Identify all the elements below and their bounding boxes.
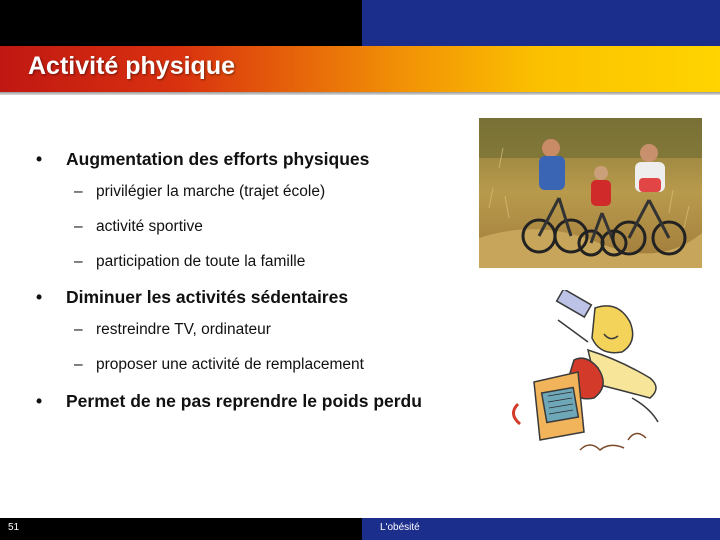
family-cycling-photo <box>479 118 702 268</box>
bullet-marker: • <box>36 149 43 169</box>
bullet-marker: • <box>36 287 43 307</box>
sub-bullet-marker: – <box>74 321 83 338</box>
sub-bullet-text: activité sportive <box>96 218 203 235</box>
slide-title: Activité physique <box>28 52 235 80</box>
sub-bullet-text: proposer une activité de remplacement <box>96 356 364 373</box>
bullet-marker: • <box>36 391 43 411</box>
sub-bullet-marker: – <box>74 253 83 270</box>
bullet-text: Diminuer les activités sédentaires <box>66 287 349 307</box>
sub-bullet-marker: – <box>74 218 83 235</box>
sub-bullet-marker: – <box>74 356 83 373</box>
page-number: 51 <box>8 522 20 533</box>
bullet-text: Augmentation des efforts physiques <box>66 149 370 169</box>
sub-bullet-text: restreindre TV, ordinateur <box>96 321 271 338</box>
sub-bullet-text: privilégier la marche (trajet école) <box>96 183 326 200</box>
footer-label: L'obésité <box>380 522 420 533</box>
cartoon-child-computer <box>500 290 690 465</box>
footer-band-left <box>0 518 362 540</box>
sub-bullet-text: participation de toute la famille <box>96 253 306 270</box>
bullet-text: Permet de ne pas reprendre le poids perdu <box>66 391 422 411</box>
sub-bullet-marker: – <box>74 183 83 200</box>
